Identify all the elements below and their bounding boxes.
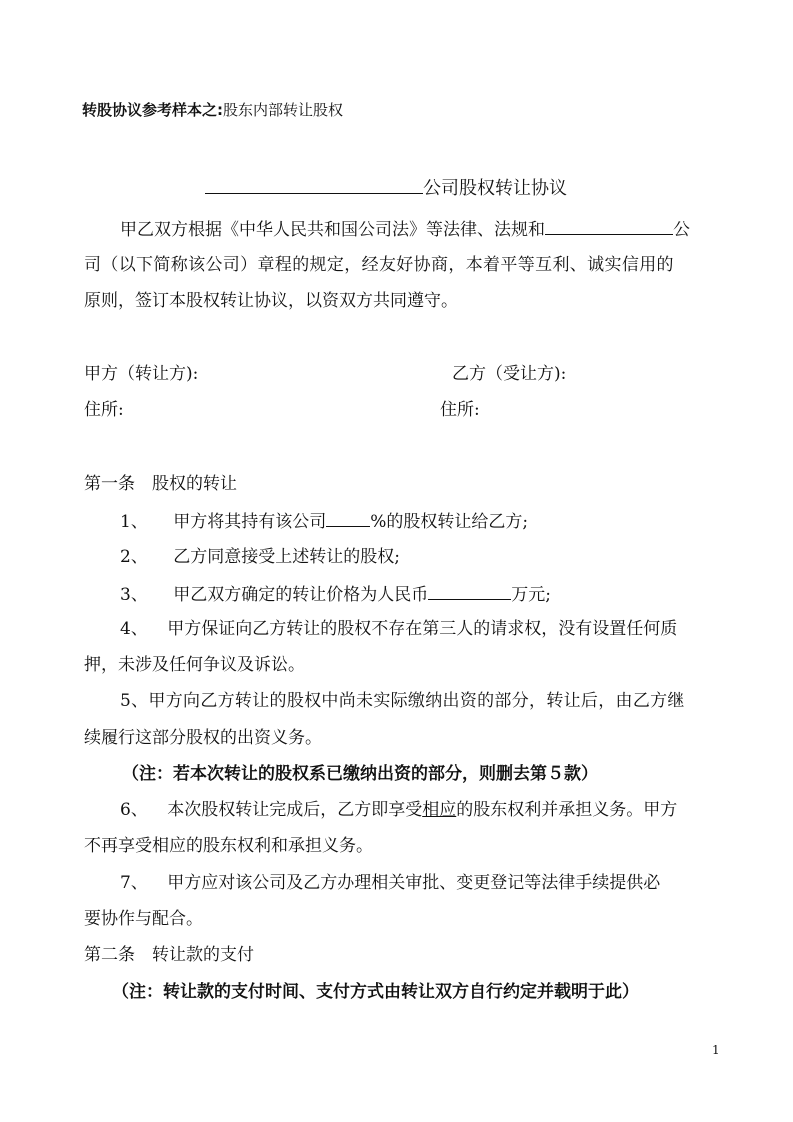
item-4-line-2: 押，未涉及任何争议及诉讼。: [84, 655, 305, 675]
party-a-address-label: 住所:: [84, 400, 124, 420]
header-bold-text: 转股协议参考样本之:: [82, 101, 223, 119]
item-5-line-2: 续履行这部分股权的出资义务。: [84, 728, 322, 748]
company-name-blank: [205, 177, 423, 194]
preamble-text: 甲乙双方根据《中华人民共和国公司法》等法律、法规和: [120, 220, 545, 240]
item-number: 4、: [120, 619, 148, 639]
item-1: [120, 510, 528, 532]
item-number: 6、: [120, 800, 148, 820]
item-number: 7、: [120, 873, 148, 893]
article-1-heading: 第一条 股权的转让: [84, 474, 237, 494]
item-text: 甲方保证向乙方转让的股权不存在第三人的请求权，没有设置任何质: [167, 619, 678, 639]
item-text: 的股东权利并承担义务。甲方: [456, 800, 678, 820]
item-text: 甲方应对该公司及乙方办理相关审批、变更登记等法律手续提供必: [167, 873, 661, 893]
preamble-line-1: [120, 218, 690, 240]
underlined-text: 相应: [422, 800, 457, 820]
article-2-heading: 第二条 转让款的支付: [84, 945, 254, 965]
item-6-line-2: 不再享受相应的股东权利和承担义务。: [84, 836, 373, 856]
page-number: 1: [712, 1043, 720, 1057]
item-text: %的股权转让给乙方;: [370, 512, 529, 532]
header-normal-text: 股东内部转让股权: [223, 101, 344, 119]
party-a-label: 甲方（转让方):: [84, 364, 199, 384]
document-header: [82, 100, 343, 120]
item-7-line-1: [120, 873, 660, 893]
item-7-line-2: 要协作与配合。: [84, 909, 203, 929]
item-6-line-1: [120, 800, 677, 820]
item-text: 甲方将其持有该公司: [173, 512, 327, 532]
item-number: 1、: [120, 512, 148, 532]
item-text: 本次股权转让完成后，乙方即享受: [167, 800, 423, 820]
party-b-label: 乙方（受让方):: [452, 364, 567, 384]
preamble-line-2: 司（以下简称该公司）章程的规定，经友好协商，本着平等互利、诚实信用的: [84, 255, 674, 275]
note-article-2: （注：转让款的支付时间、支付方式由转让双方自行约定并载明于此）: [112, 982, 639, 1002]
item-text: 甲乙双方确定的转让价格为人民币: [173, 585, 429, 605]
preamble-line-3: 原则，签订本股权转让协议，以资双方共同遵守。: [84, 291, 458, 311]
company-blank: [545, 218, 673, 235]
title-text: 公司股权转让协议: [423, 178, 567, 199]
item-text: 万元;: [511, 585, 551, 605]
item-3: [120, 583, 551, 605]
item-number: 3、: [120, 585, 148, 605]
note-item-5: （注：若本次转让的股权系已缴纳出资的部分，则删去第５款）: [122, 764, 598, 784]
percentage-blank: [326, 510, 370, 527]
item-5-line-1: 5、甲方向乙方转让的股权中尚未实际缴纳出资的部分，转让后，由乙方继: [120, 691, 685, 711]
price-blank: [428, 583, 511, 600]
item-text: 乙方同意接受上述转让的股权;: [173, 547, 400, 567]
item-4-line-1: [120, 619, 677, 639]
preamble-text-end: 公: [673, 220, 690, 240]
agreement-title: [205, 177, 567, 199]
party-b-address-label: 住所:: [440, 400, 480, 420]
item-2: [120, 547, 400, 567]
item-number: 2、: [120, 547, 148, 567]
